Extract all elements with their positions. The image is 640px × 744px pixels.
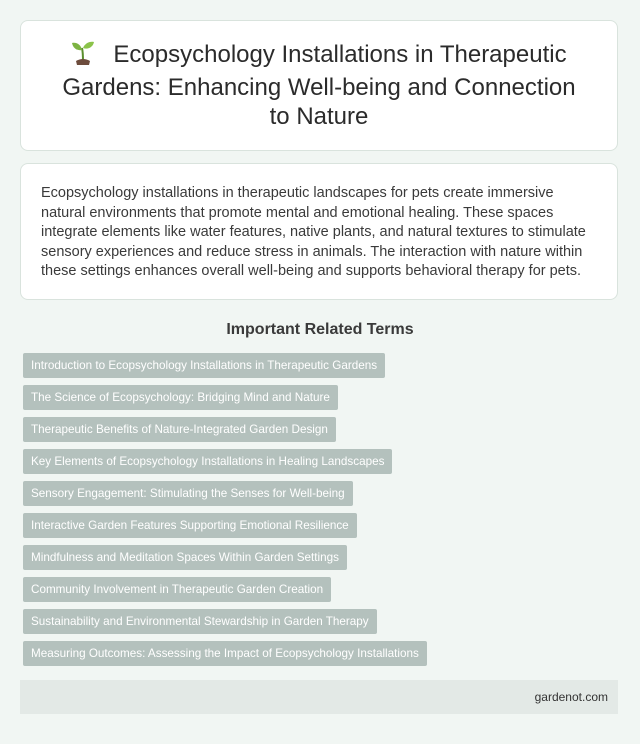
summary-text: Ecopsychology installations in therapeutic landscapes for pets create immersive natural environments that promote mental and emotional healing. These spaces integrate elements like water features, native plants, and natural textures to stimulate sensory experiences and reduce stress in animals. The interaction with nature within these settings enhances overall well-being and supports behavioral therapy for pets. (41, 185, 586, 280)
related-term-tag[interactable]: Key Elements of Ecopsychology Installations in Healing Landscapes (23, 449, 392, 474)
related-term-tag[interactable]: The Science of Ecopsychology: Bridging Mind and Nature (23, 385, 338, 410)
related-term-tag[interactable]: Mindfulness and Meditation Spaces Within Garden Settings (23, 545, 347, 570)
title-card (20, 20, 618, 151)
related-terms-list (23, 353, 613, 673)
related-term-tag[interactable]: Community Involvement in Therapeutic Garden Creation (23, 577, 331, 602)
related-term-tag[interactable]: Interactive Garden Features Supporting Emotional Resilience (23, 513, 357, 538)
related-term-tag[interactable]: Sustainability and Environmental Stewardship in Garden Therapy (23, 609, 377, 634)
page-title-text: Ecopsychology Installations in Therapeutic Gardens: Enhancing Well-being and Connection to Nature (62, 41, 576, 130)
footer (20, 680, 618, 714)
seedling-icon (71, 40, 95, 73)
summary-card (20, 163, 618, 300)
page-title (51, 40, 587, 131)
related-terms-heading: Important Related Terms (226, 321, 414, 338)
related-term-tag[interactable]: Sensory Engagement: Stimulating the Senses for Well-being (23, 481, 353, 506)
related-term-tag[interactable]: Therapeutic Benefits of Nature-Integrated Garden Design (23, 417, 336, 442)
related-term-tag[interactable]: Measuring Outcomes: Assessing the Impact of Ecopsychology Installations (23, 641, 427, 666)
related-term-tag[interactable]: Introduction to Ecopsychology Installations in Therapeutic Gardens (23, 353, 385, 378)
footer-site-link[interactable]: gardenot.com (534, 690, 608, 704)
